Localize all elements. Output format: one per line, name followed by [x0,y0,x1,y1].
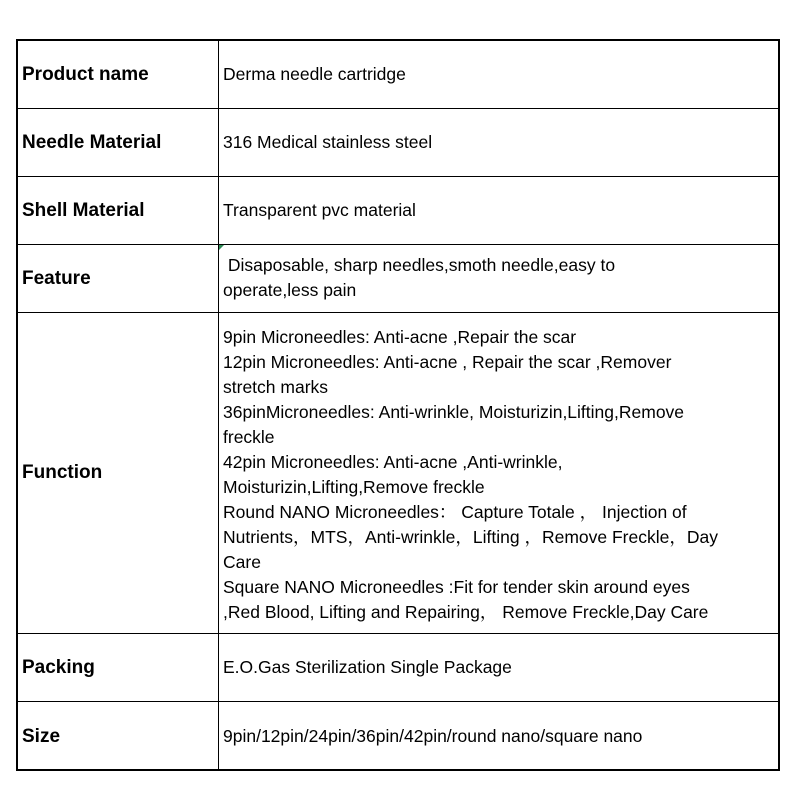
row-label-feature: Feature [18,245,219,313]
feature-line: operate,less pain [223,280,357,300]
row-label-needle-material: Needle Material [18,109,219,177]
row-label-size: Size [18,702,219,771]
function-lines [223,313,718,625]
function-line: Square NANO Microneedles :Fit for tender skin around eyes [223,577,690,597]
function-line: 36pinMicroneedles: Anti-wrinkle, Moisturizin,Lifting,Remove [223,402,685,422]
function-line: 12pin Microneedles: Anti-acne , Repair the scar ,Remover [223,352,672,372]
row-value-size: 9pin/12pin/24pin/36pin/42pin/round nano/square nano [223,726,643,746]
row-value-function [219,313,778,634]
function-line: stretch marks [223,377,329,397]
row-label-packing: Packing [18,634,219,702]
row-value-packing: E.O.Gas Sterilization Single Package [219,634,778,702]
spec-table [16,39,780,771]
row-value-product-name: Derma needle cartridge [219,41,778,109]
row-value-feature [219,245,778,313]
function-line: ,Red Blood, Lifting and Repairing， Remove Freckle,Day Care [223,602,709,622]
function-line: Moisturizin,Lifting,Remove freckle [223,477,485,497]
function-line: freckle [223,427,275,447]
function-line: 9pin Microneedles: Anti-acne ,Repair the scar [223,327,577,347]
function-line: Care [223,552,261,572]
cell-comment-marker [219,245,224,250]
function-line: Nutrients，MTS，Anti-wrinkle，Lifting ，Remove Freckle，Day [223,527,718,547]
function-line: Round NANO Microneedles： Capture Totale ， Injection of [223,502,687,522]
row-label-function: Function [18,313,219,634]
row-label-shell-material: Shell Material [18,177,219,245]
row-value-needle-material: 316 Medical stainless steel [219,109,778,177]
row-value-shell-material: Transparent pvc material [219,177,778,245]
row-label-product-name: Product name [18,41,219,109]
feature-lines [223,247,615,303]
feature-line: Disaposable, sharp needles,smoth needle,easy to [223,255,616,275]
function-line: 42pin Microneedles: Anti-acne ,Anti-wrinkle, [223,452,563,472]
